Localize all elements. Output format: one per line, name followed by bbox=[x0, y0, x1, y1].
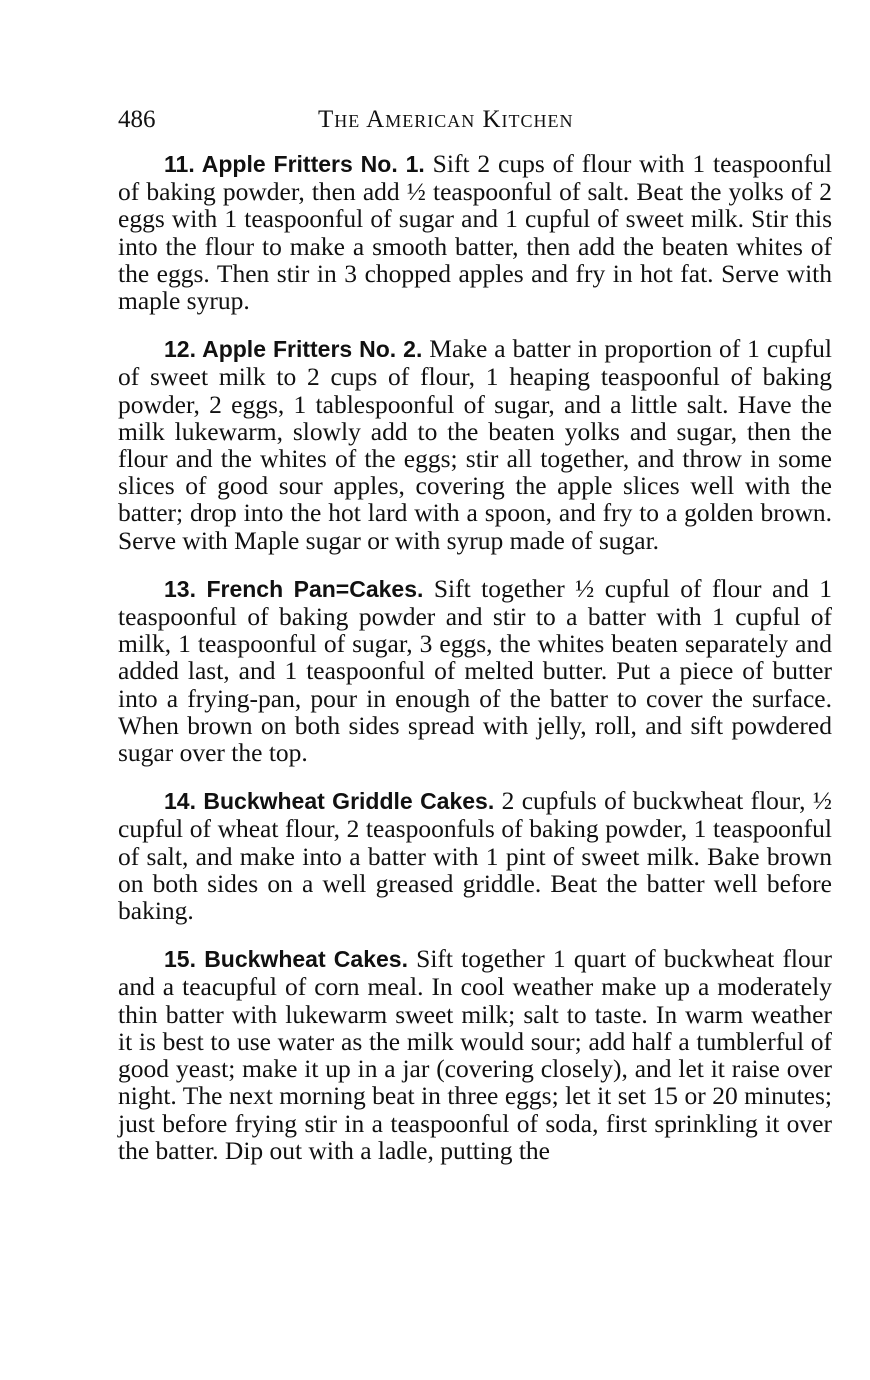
recipe-heading bbox=[164, 151, 425, 177]
recipe-12 bbox=[118, 335, 832, 554]
page-number: 486 bbox=[118, 106, 156, 133]
recipe-text: Sift together 1 quart of buckwheat flour and a teacupful of corn meal. In cool weather make up a moderately thin batter with lukewarm sweet milk; salt to taste. In warm weather it is best to use water as the milk would sour; add half a tumblerful of good yeast; make it up in a jar (covering closely), and let it raise over night. The next morning beat in three eggs; let it set 15 or 20 minutes; just before frying stir in a teaspoonful of soda, first sprinkling it over the batter. Dip out with a ladle, putting the bbox=[118, 944, 833, 1165]
recipe-14 bbox=[118, 787, 832, 924]
recipe-list bbox=[118, 150, 832, 1164]
recipe-11 bbox=[118, 150, 832, 314]
recipe-text: Sift together ½ cupful of flour and 1 teaspoonful of baking powder and stir to a batter with 1 cupful of milk, 1 teaspoonful of sugar, 3 eggs, the whites beaten separately and added last, and 1 teaspoonful of melted butter. Put a piece of butter into a frying-pan, pour in enough of the batter to cover the surface. When brown on both sides spread with jelly, roll, and sift powdered sugar over the top. bbox=[118, 573, 833, 768]
recipe-text: 2 cupfuls of buckwheat flour, ½ cupful of wheat flour, 2 teaspoonfuls of baking powder, 1 teaspoonful of salt, and make into a batter with 1 pint of sweet milk. Bake brown on both sides on a well greased griddle. Beat the batter well before baking. bbox=[118, 786, 833, 926]
recipe-text: Sift 2 cups of flour with 1 teaspoonful of baking powder, then add ½ teaspoonful of salt. Beat the yolks of 2 eggs with 1 teaspoonful of sugar and 1 cupful of sweet milk. Stir this into the flour to make a smooth batter, then add the beaten whites of the eggs. Then stir in 3 chopped apples and fry in hot fat. Serve with maple syrup. bbox=[118, 149, 832, 316]
recipe-13 bbox=[118, 575, 832, 766]
recipe-heading bbox=[164, 946, 408, 972]
recipe-number: 12. bbox=[164, 336, 196, 363]
recipe-title: French Pan=Cakes. bbox=[206, 575, 424, 602]
running-title: The American Kitchen bbox=[318, 106, 574, 133]
page-header bbox=[118, 100, 832, 140]
recipe-number: 14. bbox=[164, 788, 196, 815]
recipe-number: 11. bbox=[164, 151, 195, 177]
recipe-number: 15. bbox=[164, 946, 196, 973]
recipe-text: Make a batter in proportion of 1 cupful of sweet milk to 2 cups of flour, 1 heaping teaspoonful of baking powder, 2 eggs, 1 tablespoonful of sugar, and a little salt. Have the milk lukewarm, slowly add to the beaten yolks and sugar, then the flour and the whites of the eggs; stir all together, and throw in some slices of good sour apples, covering the apple slices well with the batter; drop into the hot lard with a spoon, and fry to a golden brown. Serve with Maple sugar or with syrup made of sugar. bbox=[118, 334, 832, 555]
book-page bbox=[118, 100, 832, 1185]
recipe-heading bbox=[164, 788, 494, 814]
recipe-title: Buckwheat Cakes. bbox=[204, 946, 408, 973]
recipe-title: Buckwheat Griddle Cakes. bbox=[203, 788, 495, 815]
recipe-number: 13. bbox=[164, 575, 196, 602]
recipe-title: Apple Fritters No. 1. bbox=[201, 151, 425, 177]
recipe-15 bbox=[118, 945, 832, 1164]
recipe-title: Apple Fritters No. 2. bbox=[202, 336, 423, 363]
recipe-heading bbox=[164, 576, 423, 602]
recipe-heading bbox=[164, 336, 422, 362]
